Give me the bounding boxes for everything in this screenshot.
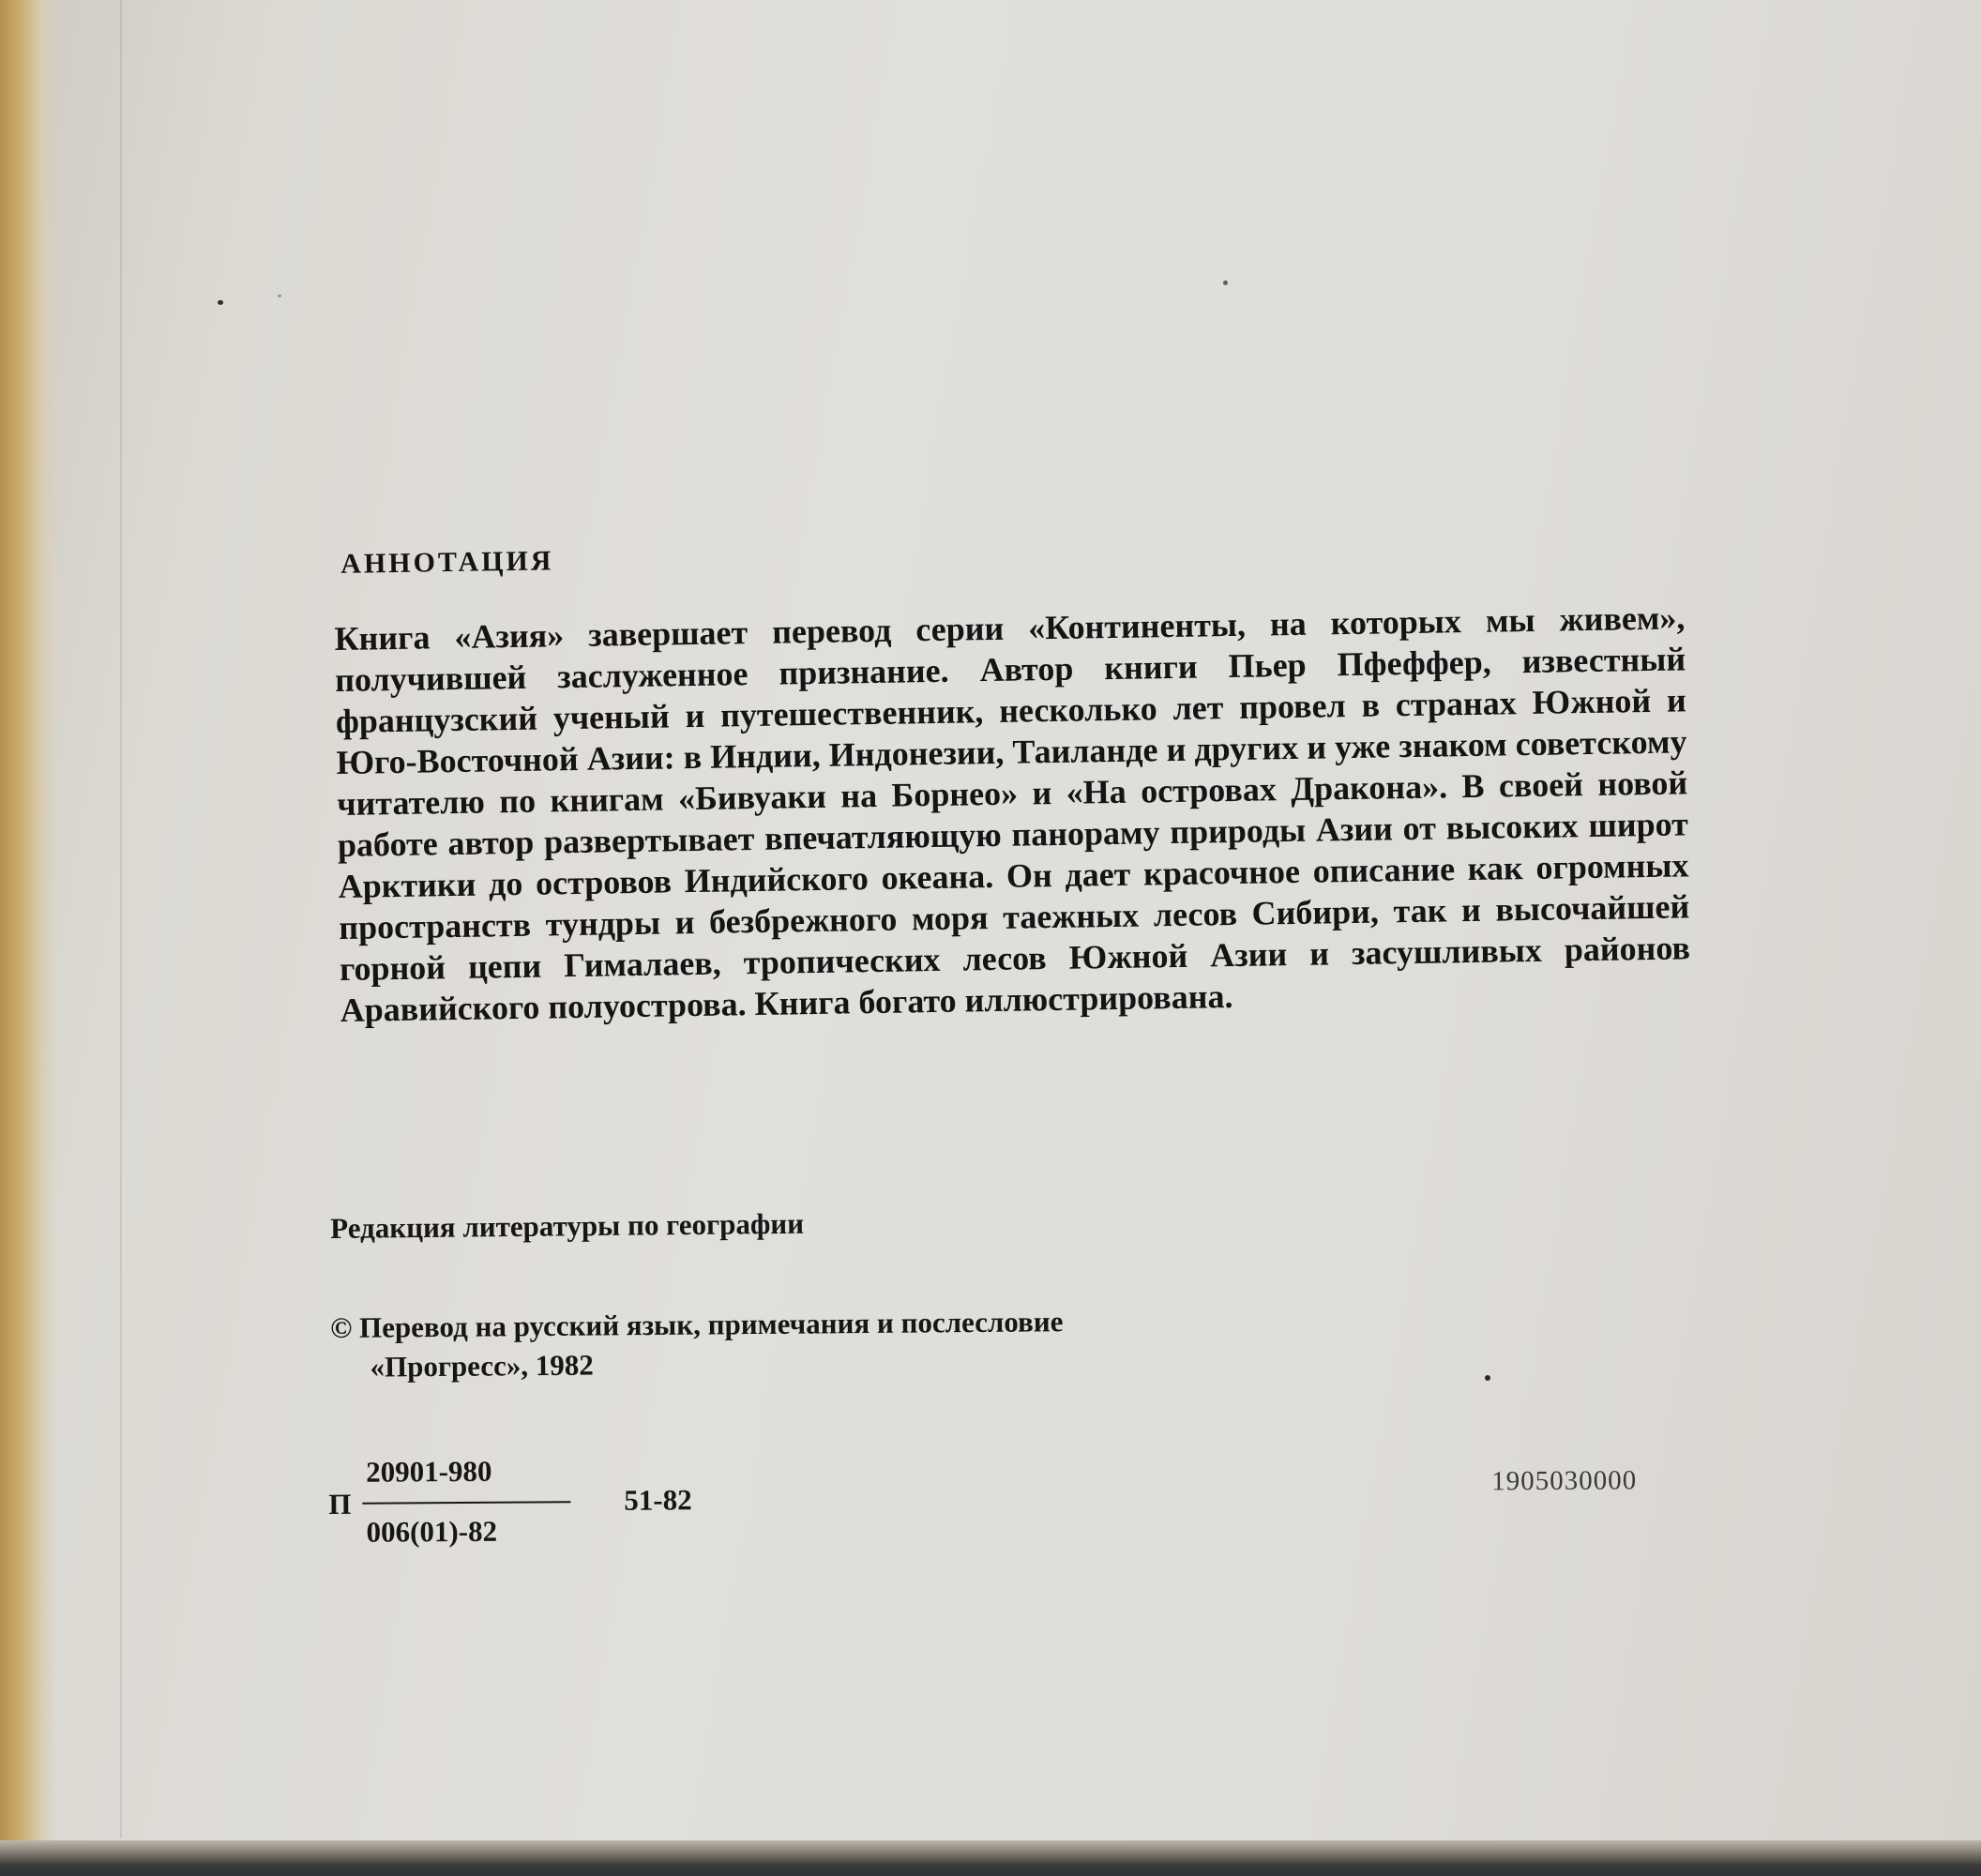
- ink-speck: [1223, 280, 1228, 285]
- index-fraction-rule: [362, 1501, 570, 1505]
- annotation-section: [333, 527, 1691, 1031]
- page-fold-line: [120, 0, 122, 1838]
- index-code: 51-82: [624, 1483, 692, 1517]
- copyright-line-1: © Перевод на русский язык, примечания и послесловие: [330, 1305, 1064, 1344]
- page-bottom-edge: [0, 1840, 1981, 1876]
- ink-speck: [1485, 1375, 1490, 1381]
- ink-speck: [278, 295, 281, 297]
- publication-index: [328, 1446, 1689, 1568]
- index-numerator: 20901-980: [365, 1454, 492, 1489]
- page-left-edge: [0, 0, 56, 1876]
- index-denominator: 006(01)-82: [366, 1514, 498, 1549]
- copyright-line-2: «Прогресс», 1982: [370, 1348, 594, 1384]
- annotation-title: АННОТАЦИЯ: [340, 545, 554, 580]
- ink-speck: [218, 300, 223, 305]
- copyright-notice: [330, 1305, 1064, 1384]
- index-letter: П: [328, 1487, 352, 1520]
- index-number: 1905030000: [1491, 1465, 1638, 1497]
- editorial-office: Редакция литературы по географии: [330, 1206, 805, 1245]
- annotation-text: Книга «Азия» завершает перевод серии «Континенты, на которых мы живем», получившей заслуженное признание. Автор книги Пьер Пфеффер, известный французский ученый и путешественник, несколько лет провел в странах Южной и Юго-Восточной Азии: в Индии, Индонезии, Таиланде и других и уже знаком советскому читателю по книгам «Бивуаки на Борнео» и «На островах Дракона». В своей новой работе автор развертывает впечатляющую панораму природы Азии от высоких широт Арктики до островов Индийского океана. Он дает красочное описание как огромных пространств тундры и безбрежного моря таежных лесов Сибири, так и высочайшей горной цепи Гималаев, тропических лесов Южной Азии и засушливых районов Аравийского полуострова. Книга богато иллюстрирована.: [334, 598, 1691, 1029]
